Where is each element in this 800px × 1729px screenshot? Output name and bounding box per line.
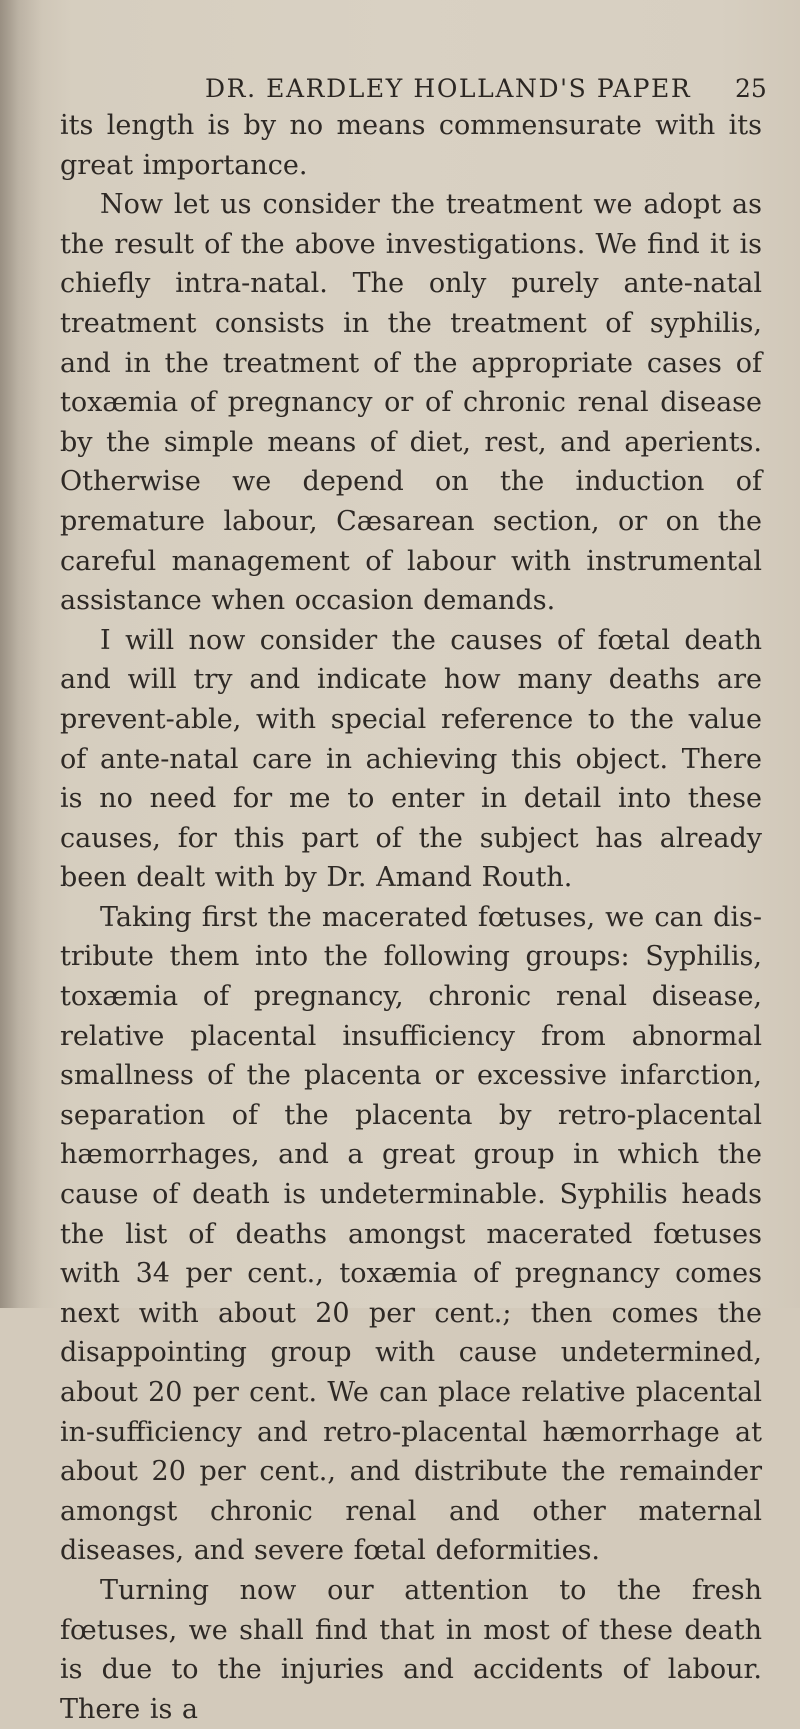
paragraph-fresh-foetuses: Turning now our attention to the fresh fœtuses, we shall find that in most of these death is due to the injuries and accidents of labour. There is a bbox=[60, 1574, 762, 1725]
running-head: DR. EARDLEY HOLLAND'S PAPER bbox=[205, 74, 692, 103]
page-header bbox=[0, 74, 800, 110]
paragraph-treatment: Now let us consider the treatment we adopt as the result of the above investigations. We find it is chiefly intra-natal. The only purely ante-natal treatment consists in the treatment of syphilis, and in the treatment of the appropriate cases of toxæmia of pregnancy or of chronic renal disease by the simple means of diet, rest, and aperients. Otherwise we depend on the induction of premature labour, Cæsarean section, or on the careful management of labour with instrumental assistance when occasion demands. bbox=[60, 189, 762, 617]
page-number: 25 bbox=[735, 74, 767, 103]
paragraph-continuation: its length is by no means commensurate with its great importance. bbox=[60, 110, 762, 181]
body-text bbox=[60, 106, 762, 1729]
paragraph-causes: I will now consider the causes of fœtal death and will try and indicate how many deaths are prevent-able, with special reference to the value of ante-natal care in achieving this object. There is no need for me to enter in detail into these causes, for this part of the subject has already been dealt with by Dr. Amand Routh. bbox=[60, 624, 762, 894]
paragraph-macerated-foetuses: Taking first the macerated fœtuses, we can dis-tribute them into the following groups: Syphilis, toxæmia of pregnancy, chronic renal disease, relative placental insufficiency from abnormal smallness of the placenta or excessive infarction, separation of the placenta by retro-placental hæmorrhages, and a great group in which the cause of death is undeterminable. Syphilis heads the list of deaths amongst macerated fœtuses with 34 per cent., toxæmia of pregnancy comes next with about 20 per cent.; then comes the disappointing group with cause undetermined, about 20 per cent. We can place relative placental in-sufficiency and retro-placental hæmorrhage at about 20 per cent., and distribute the remainder amongst chronic renal and other maternal diseases, and severe fœtal deformities. bbox=[60, 901, 762, 1567]
page-gutter-shadow bbox=[0, 0, 42, 1308]
